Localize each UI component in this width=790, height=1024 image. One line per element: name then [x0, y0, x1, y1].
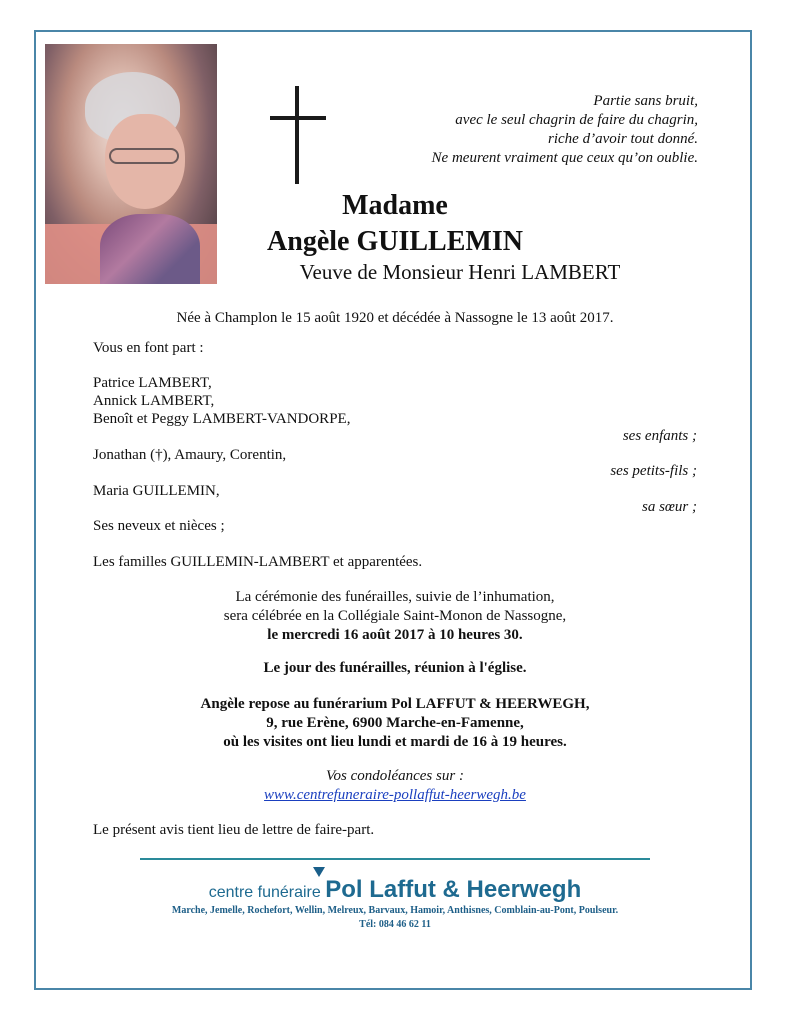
funeral-home-logo — [0, 876, 790, 904]
logo-brand-name: Pol Laffut & Heerwegh — [325, 876, 582, 903]
funerarium-block — [0, 695, 790, 752]
families: Les familles GUILLEMIN-LAMBERT et apparentées. — [93, 554, 423, 570]
grandchildren-role: ses petits-fils ; — [610, 463, 697, 479]
nephews: Ses neveux et nièces ; — [93, 518, 225, 534]
ceremony-date: le mercredi 16 août 2017 à 10 heures 30. — [267, 627, 523, 643]
reunion-text: Le jour des funérailles, réunion à l'église. — [263, 660, 527, 676]
footer-note: Le présent avis tient lieu de lettre de faire-part. — [93, 822, 375, 838]
birth-death-line: Née à Champlon le 15 août 1920 et décédée à Nassogne le 13 août 2017. — [176, 310, 614, 326]
intro-text: Vous en font part : — [93, 340, 204, 356]
logo-phone: Tél: 084 46 62 11 — [359, 919, 431, 930]
condolences-link[interactable]: www.centrefuneraire-pollaffut-heerwegh.be — [264, 787, 526, 803]
condolences-label: Vos condoléances sur : — [326, 768, 464, 784]
poem — [432, 92, 698, 168]
children-list — [93, 374, 350, 428]
sister: Maria GUILLEMIN, — [93, 483, 220, 499]
poem-line: Partie sans bruit, — [593, 93, 698, 109]
list-item: Annick LAMBERT, — [93, 393, 215, 409]
list-item: Patrice LAMBERT, — [93, 375, 212, 391]
widow-of: Veuve de Monsieur Henri LAMBERT — [299, 260, 621, 284]
funerarium-line: Angèle repose au funérarium Pol LAFFUT & HEERWEGH, — [200, 696, 590, 712]
sister-role: sa sœur ; — [641, 499, 697, 515]
ceremony-line: sera célébrée en la Collégiale Saint-Monon de Nassogne, — [223, 608, 567, 624]
deceased-name: Angèle GUILLEMIN — [267, 226, 523, 257]
cross-icon — [270, 86, 326, 184]
ceremony-line: La cérémonie des funérailles, suivie de l’inhumation, — [235, 589, 555, 605]
poem-line: Ne meurent vraiment que ceux qu’on oublie. — [431, 150, 698, 166]
honorific: Madame — [342, 190, 448, 221]
grandchildren: Jonathan (†), Amaury, Corentin, — [93, 447, 287, 463]
funerarium-line: 9, rue Erène, 6900 Marche-en-Famenne, — [266, 715, 524, 731]
poem-line: riche d’avoir tout donné. — [548, 131, 698, 147]
logo-towns: Marche, Jemelle, Rochefort, Wellin, Melreux, Barvaux, Hamoir, Anthisnes, Comblain-au-Pont, Poulseur. — [171, 905, 619, 916]
logo-divider — [140, 858, 650, 860]
poem-line: avec le seul chagrin de faire du chagrin, — [455, 112, 698, 128]
ceremony-block — [0, 588, 790, 645]
logo-small-text: centre funéraire — [208, 884, 321, 901]
funerarium-line: où les visites ont lieu lundi et mardi de 16 à 19 heures. — [223, 734, 567, 750]
condolences-block — [0, 767, 790, 805]
list-item: Benoît et Peggy LAMBERT-VANDORPE, — [93, 411, 351, 427]
children-role: ses enfants ; — [622, 428, 697, 444]
